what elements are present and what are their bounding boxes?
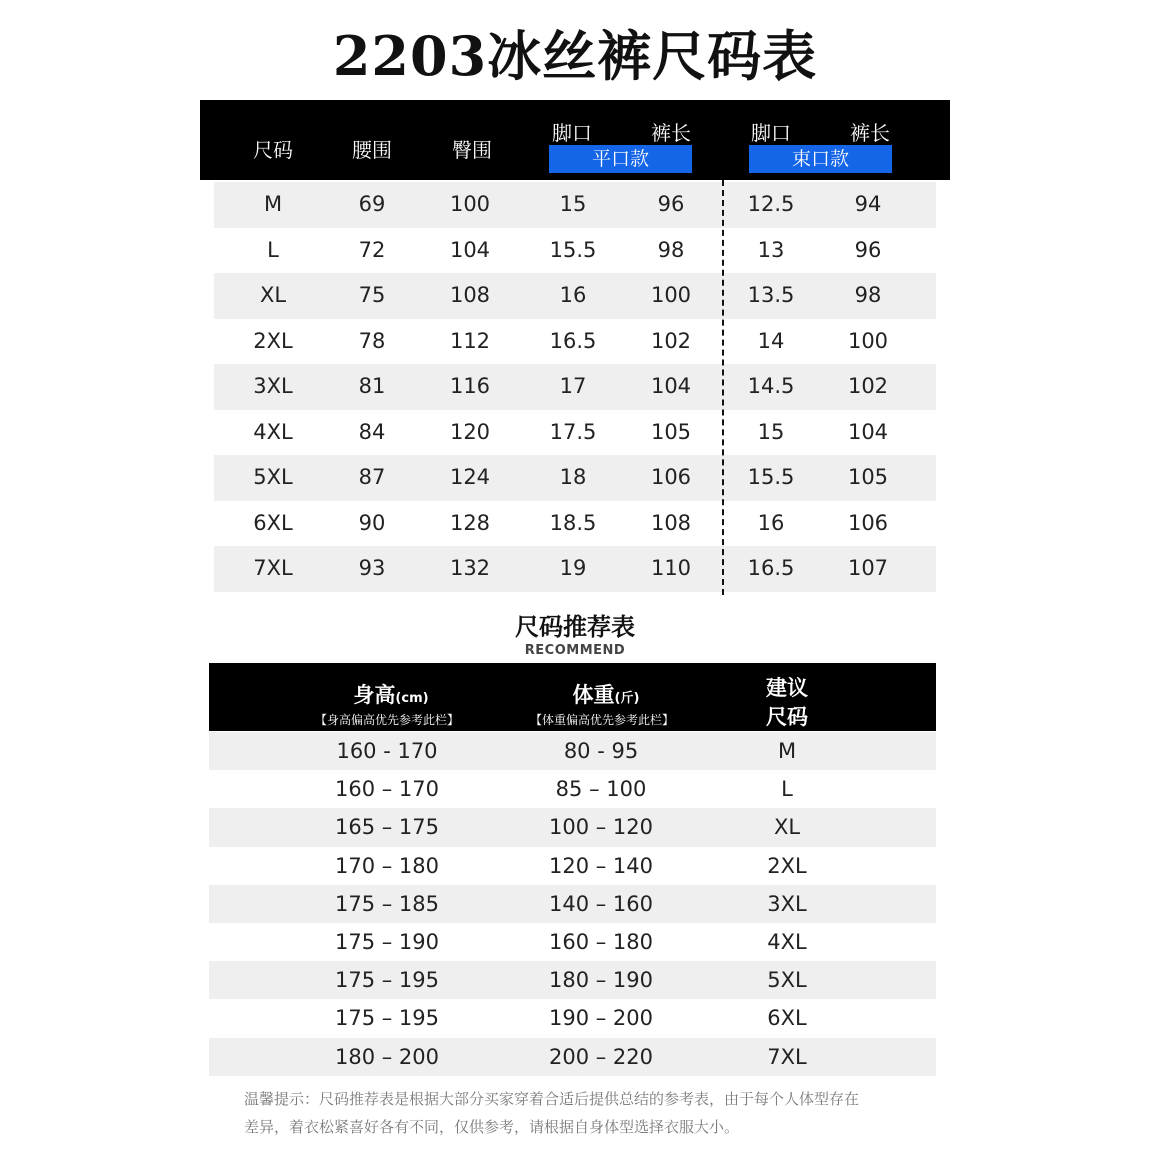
page-title: 2203冰丝裤尺码表	[332, 24, 818, 88]
cell-weight: 200 – 220	[548, 1044, 654, 1069]
tip-line-2: 差异，着衣松紧喜好各有不同，仅供参考，请根据自身体型选择衣服大小。	[244, 1118, 740, 1136]
table-row	[209, 732, 936, 770]
cell-length-flat: 104	[650, 374, 692, 398]
cell-hem-flat: 15	[559, 192, 587, 216]
cell-height: 180 – 200	[334, 1044, 440, 1069]
header-suggested-size: 尺码	[766, 705, 808, 729]
cell-weight: 180 – 190	[548, 968, 654, 993]
table-row	[214, 319, 936, 365]
cell-waist: 75	[358, 283, 386, 307]
cell-waist: 90	[358, 510, 386, 535]
cell-hip: 116	[449, 374, 491, 398]
recommend-table-header	[209, 663, 936, 731]
cell-hip: 112	[449, 328, 491, 353]
recommend-title: 尺码推荐表	[515, 613, 635, 641]
header-length-flat: 裤长	[651, 121, 691, 145]
table-row	[209, 770, 936, 808]
cell-hip: 120	[449, 419, 491, 444]
cell-length-flat: 105	[650, 419, 692, 444]
cell-size: M	[263, 192, 283, 216]
cell-hem-cuffed: 15.5	[747, 465, 795, 489]
cell-hem-cuffed: 15	[757, 419, 785, 444]
header-hem-cuffed: 脚口	[751, 121, 791, 145]
cell-hem-flat: 18.5	[549, 510, 597, 535]
cell-hip: 100	[449, 192, 491, 216]
table-row	[214, 546, 936, 592]
cell-length-flat: 106	[650, 465, 692, 489]
header-height: 身高(cm)	[353, 683, 429, 707]
cell-suggested-size: 3XL	[767, 891, 807, 916]
style-divider	[722, 180, 724, 595]
cell-weight: 100 – 120	[548, 815, 654, 840]
header-length-cuffed: 裤长	[850, 121, 890, 145]
cell-waist: 93	[358, 556, 386, 580]
header-weight: 体重(斤)	[572, 683, 640, 707]
cell-size: 2XL	[253, 328, 293, 353]
table-row	[209, 961, 936, 999]
header-hem-flat: 脚口	[552, 121, 592, 145]
table-row	[214, 364, 936, 410]
cell-weight: 140 – 160	[548, 891, 654, 916]
table-row	[209, 999, 936, 1037]
cell-length-cuffed: 94	[854, 192, 882, 216]
cell-waist: 78	[358, 328, 386, 353]
cell-hip: 132	[449, 556, 491, 580]
cell-length-flat: 96	[657, 192, 685, 216]
cell-waist: 69	[358, 192, 386, 216]
cell-suggested-size: 4XL	[767, 929, 807, 954]
cell-hem-cuffed: 13	[757, 237, 785, 262]
cell-length-cuffed: 100	[847, 328, 889, 353]
cell-size: 7XL	[253, 556, 293, 580]
cell-weight: 120 – 140	[548, 853, 654, 878]
cell-hem-flat: 17.5	[549, 419, 597, 444]
recommend-subtitle: RECOMMEND	[524, 643, 626, 658]
cell-height: 175 – 195	[334, 1006, 440, 1031]
cell-suggested-size: 5XL	[767, 968, 807, 993]
cell-height: 160 - 170	[336, 739, 438, 763]
table-row	[214, 228, 936, 274]
cell-length-cuffed: 96	[854, 237, 882, 262]
cell-length-flat: 110	[650, 556, 692, 580]
cell-weight: 85 – 100	[555, 777, 647, 802]
cell-suggested-size: 6XL	[767, 1006, 807, 1031]
cell-weight: 160 – 180	[548, 929, 654, 954]
header-height-note: 【身高偏高优先参考此栏】	[314, 713, 460, 727]
cell-hem-cuffed: 14	[757, 328, 785, 353]
table-row	[214, 410, 936, 456]
cell-suggested-size: 7XL	[767, 1044, 807, 1069]
cell-length-cuffed: 102	[847, 374, 889, 398]
cell-hip: 128	[449, 510, 491, 535]
cell-length-cuffed: 98	[854, 283, 882, 307]
cell-waist: 87	[358, 465, 386, 489]
size-table-header	[200, 100, 950, 180]
cell-length-cuffed: 106	[847, 510, 889, 535]
cell-suggested-size: XL	[773, 815, 801, 840]
cell-suggested-size: M	[777, 739, 797, 763]
table-row	[214, 182, 936, 228]
cell-size: 3XL	[253, 374, 293, 398]
cell-size: XL	[259, 283, 287, 307]
cell-hem-cuffed: 12.5	[747, 192, 795, 216]
cell-height: 175 – 185	[334, 891, 440, 916]
badge-cuffed-style: 束口款	[749, 145, 892, 173]
table-row	[209, 808, 936, 846]
cell-waist: 84	[358, 419, 386, 444]
cell-hem-cuffed: 13.5	[747, 283, 795, 307]
header-suggested: 建议	[766, 676, 808, 700]
cell-height: 170 – 180	[334, 853, 440, 878]
recommend-table-body	[209, 732, 936, 1076]
cell-length-flat: 100	[650, 283, 692, 307]
cell-waist: 72	[358, 237, 386, 262]
cell-hip: 104	[449, 237, 491, 262]
cell-length-flat: 98	[657, 237, 685, 262]
cell-height: 160 – 170	[334, 777, 440, 802]
table-row	[209, 885, 936, 923]
cell-length-cuffed: 105	[847, 465, 889, 489]
cell-size: 6XL	[253, 510, 293, 535]
cell-length-cuffed: 107	[847, 556, 889, 580]
badge-flat-style: 平口款	[549, 145, 692, 173]
table-row	[209, 923, 936, 961]
cell-hem-cuffed: 14.5	[747, 374, 795, 398]
cell-hip: 108	[449, 283, 491, 307]
cell-hem-flat: 16.5	[549, 328, 597, 353]
header-weight-note: 【体重偏高优先参考此栏】	[529, 713, 675, 727]
cell-hem-cuffed: 16.5	[747, 556, 795, 580]
header-hip: 臀围	[452, 138, 492, 162]
cell-height: 175 – 195	[334, 968, 440, 993]
cell-hem-flat: 15.5	[549, 237, 597, 262]
table-row	[209, 847, 936, 885]
cell-size: 5XL	[253, 465, 293, 489]
header-waist: 腰围	[352, 138, 392, 162]
tip-note	[244, 1085, 924, 1141]
table-row	[209, 1038, 936, 1076]
cell-suggested-size: L	[781, 777, 793, 802]
cell-weight: 80 - 95	[563, 739, 639, 763]
cell-weight: 190 – 200	[548, 1006, 654, 1031]
cell-length-flat: 108	[650, 510, 692, 535]
table-row	[214, 455, 936, 501]
cell-hip: 124	[449, 465, 491, 489]
cell-waist: 81	[358, 374, 386, 398]
cell-hem-flat: 18	[559, 465, 587, 489]
cell-length-flat: 102	[650, 328, 692, 353]
cell-size: L	[267, 237, 279, 262]
table-row	[214, 501, 936, 547]
cell-size: 4XL	[253, 419, 293, 444]
cell-hem-flat: 19	[559, 556, 587, 580]
cell-hem-flat: 17	[559, 374, 587, 398]
cell-length-cuffed: 104	[847, 419, 889, 444]
header-size: 尺码	[253, 138, 293, 162]
table-row	[214, 273, 936, 319]
cell-height: 165 – 175	[334, 815, 440, 840]
cell-height: 175 – 190	[334, 929, 440, 954]
size-table-body	[214, 182, 936, 592]
tip-line-1: 温馨提示：尺码推荐表是根据大部分买家穿着合适后提供总结的参考表，由于每个人体型存在	[244, 1090, 860, 1108]
cell-suggested-size: 2XL	[767, 853, 807, 878]
cell-hem-flat: 16	[559, 283, 587, 307]
cell-hem-cuffed: 16	[757, 510, 785, 535]
